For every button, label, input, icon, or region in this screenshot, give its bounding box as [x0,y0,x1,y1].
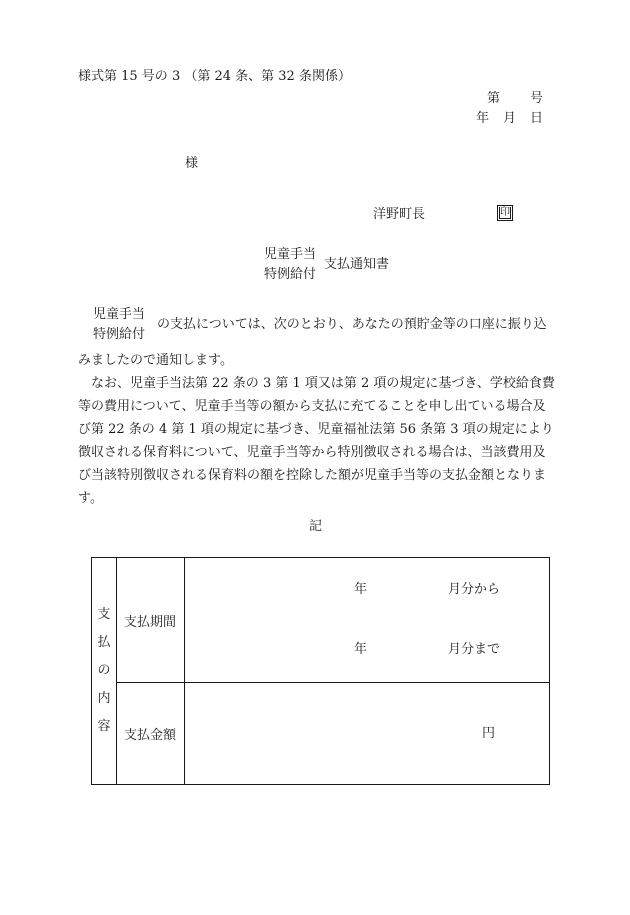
amount-label: 支払金額 [117,683,185,785]
section-char: 容 [97,719,111,734]
title-stack-line1: 児童手当 [264,247,317,262]
title-stack-line2: 特例給付 [264,267,317,282]
body-line1-rest: の支払については、次のとおり、あなたの預貯金等の口座に振り込 [157,317,547,332]
form-number: 様式第 15 号の 3 （第 24 条、第 32 条関係） [78,69,351,84]
section-label [92,558,117,785]
date-month: 月 [503,111,517,126]
section-char: 払 [97,635,111,650]
seal-mark [497,205,513,221]
title-stack [264,245,316,285]
body-stack-line1: 児童手当 [93,307,146,322]
addressee-honorific: 様 [185,156,199,171]
body-note: なお、児童手当法第 22 条の 3 第 1 項又は第 2 項の規定に基づき、学校給食費等の費用について、児童手当等の額から支払に充てることを申し出ている場合及び第 22 条の 4 第 1 項の規定に基づき、児童福祉法第 56 条第 3 項の規定により徴収される保育料について、児童手当等から特別徴収される場合は、当該費用及び当該特別徴収される保育料の額を控除した額が児童手当等の支払金額となります。 [78,376,555,506]
record-label: 記 [309,519,323,534]
body-stack [93,305,145,345]
from-month: 月分から [448,582,501,597]
date-day: 日 [530,111,544,126]
seal-text: 印 [500,207,510,218]
to-year: 年 [354,642,368,657]
number-suffix: 号 [530,91,544,106]
sender-title: 洋野町長 [373,207,426,222]
to-month: 月分まで [448,642,501,657]
section-char: 内 [97,691,111,706]
title-suffix: 支払通知書 [324,257,390,272]
body-stack-line2: 特例給付 [93,327,146,342]
section-char: の [97,663,111,678]
body-line2: みましたので通知します。 [78,353,233,368]
amount-cell [185,683,550,785]
from-year: 年 [354,582,368,597]
number-prefix: 第 [487,91,501,106]
section-char: 支 [97,607,111,622]
payment-content-table [91,557,550,785]
period-cell [185,558,550,683]
amount-unit: 円 [482,726,496,741]
date-year: 年 [476,111,490,126]
period-label: 支払期間 [117,558,185,683]
